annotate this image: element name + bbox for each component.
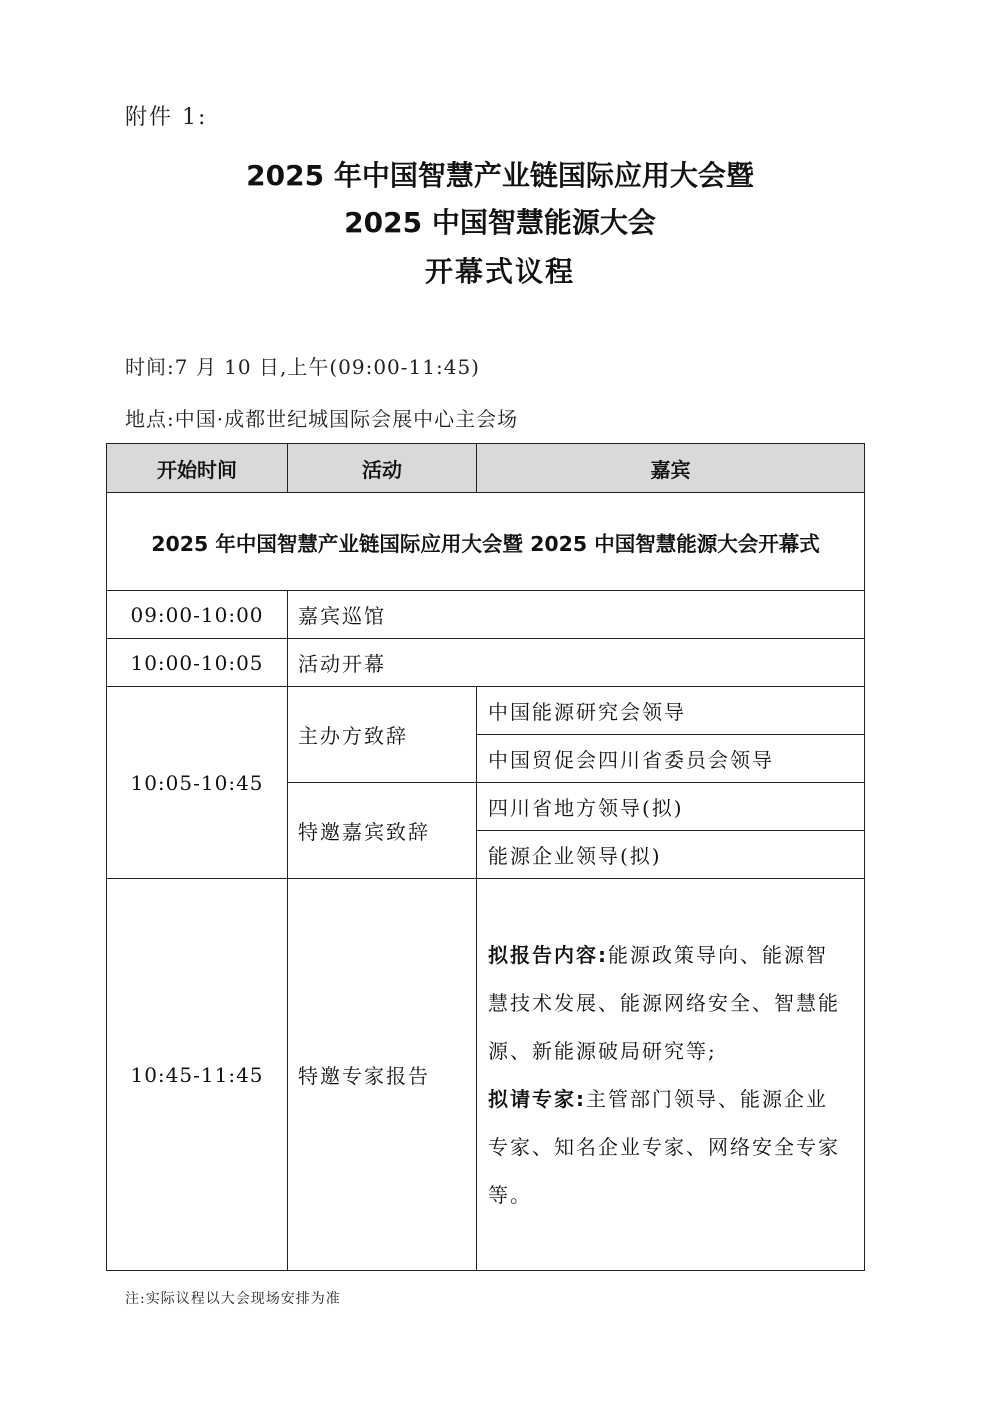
time-cell: 10:00-10:05 bbox=[107, 639, 288, 687]
activity-cell: 特邀专家报告 bbox=[288, 879, 477, 1271]
time-cell: 09:00-10:00 bbox=[107, 591, 288, 639]
attachment-label: 附件 1: bbox=[125, 105, 208, 130]
table-header-row bbox=[107, 444, 865, 493]
time-cell: 10:05-10:45 bbox=[107, 687, 288, 879]
experts-label: 拟请专家: bbox=[488, 1086, 586, 1111]
title-line-1: 2025 年中国智慧产业链国际应用大会暨 bbox=[246, 159, 754, 192]
table-row bbox=[107, 591, 865, 639]
guest-cell: 四川省地方领导(拟) bbox=[477, 783, 865, 831]
opening-banner: 2025 年中国智慧产业链国际应用大会暨 2025 中国智慧能源大会开幕式 bbox=[107, 493, 865, 591]
activity-cell: 嘉宾巡馆 bbox=[288, 591, 865, 639]
table-row bbox=[107, 879, 865, 1271]
guest-cell: 中国能源研究会领导 bbox=[477, 687, 865, 735]
title-line-2: 2025 中国智慧能源大会 bbox=[344, 206, 656, 239]
header-start-time: 开始时间 bbox=[107, 444, 288, 493]
activity-cell: 主办方致辞 bbox=[288, 687, 477, 783]
table-row bbox=[107, 639, 865, 687]
time-cell: 10:45-11:45 bbox=[107, 879, 288, 1271]
activity-cell: 活动开幕 bbox=[288, 639, 865, 687]
activity-cell: 特邀嘉宾致辞 bbox=[288, 783, 477, 879]
report-content-label: 拟报告内容: bbox=[488, 942, 608, 967]
footnote: 注:实际议程以大会现场安排为准 bbox=[125, 1291, 341, 1307]
guest-cell: 中国贸促会四川省委员会领导 bbox=[477, 735, 865, 783]
experts-text: 主管部门领导、能源企业专家、知名企业专家、网络安全专家等。 bbox=[488, 1086, 840, 1207]
table-row bbox=[107, 687, 865, 735]
event-time: 时间:7 月 10 日,上午(09:00-11:45) bbox=[125, 355, 480, 379]
report-content-text: 能源政策导向、能源智慧技术发展、能源网络安全、智慧能源、新能源破局研究等; bbox=[488, 942, 840, 1063]
agenda-table bbox=[106, 443, 865, 1271]
table-row bbox=[107, 493, 865, 591]
header-activity: 活动 bbox=[288, 444, 477, 493]
report-cell bbox=[477, 879, 865, 1271]
header-guests: 嘉宾 bbox=[477, 444, 865, 493]
guest-cell: 能源企业领导(拟) bbox=[477, 831, 865, 879]
title-line-3: 开幕式议程 bbox=[424, 255, 575, 288]
event-place: 地点:中国·成都世纪城国际会展中心主会场 bbox=[125, 407, 519, 431]
